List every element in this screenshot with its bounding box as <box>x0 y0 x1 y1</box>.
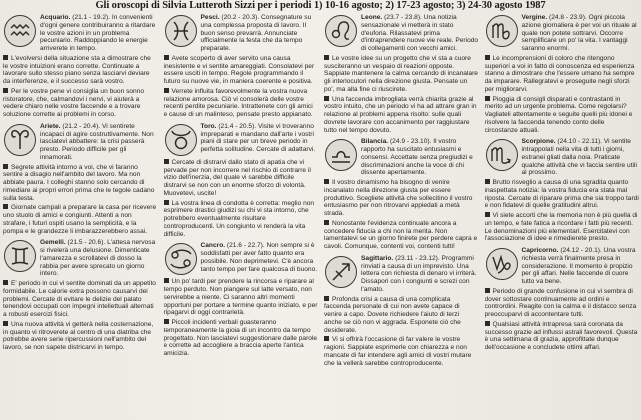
forecast-item <box>324 220 479 251</box>
sign-dates: (24.10 - 22.11). <box>557 138 603 146</box>
sign-block-scorpione <box>485 138 640 243</box>
sign-name: Toro. <box>200 122 217 130</box>
bullet-icon <box>324 179 329 184</box>
sign-name: Cancro. <box>200 242 226 250</box>
forecast-text: Vi si offrirà l'occasione di far valere le vostre ragioni. Sappiate esprimerle con chiarezza e non mancate di far intendere agli amici di vostri mutare che la vellerà sarebbe controproducente. <box>324 336 472 367</box>
forecast-text: Brutto risveglio a causa di una sgradita quanto inaspettata notizia: la vostra fiducia era stata mal riposta. Cercate di riparare prima che sia troppo tardi e non fidatevi di quelle gratitudini altrui. <box>484 179 639 210</box>
forecast-text: Piccoli incidenti verbali guasteranno temporaneamente la gioia di un incontro da tempo progettato. Non lasciatevi suggestionare dalle parole e corrette ad accogliere a braccia aperte l'antica amicizia. <box>163 319 318 357</box>
bullet-icon <box>485 321 490 326</box>
bullet-icon <box>485 96 490 101</box>
sign-dates: (24.12 - 20.1). <box>560 247 602 254</box>
forecast-item <box>3 204 158 235</box>
bullet-icon <box>3 88 8 93</box>
forecast-item <box>3 88 158 119</box>
forecast-text: Il vostro dinamismo ha bisogno di venire incanalato nella direzione giusta per essere produttivo. Scegliete attività che sollecitino il vostro entusiasmo per non ritrovarvi appiedati a metà strada. <box>324 179 473 217</box>
sign-dates: (21.2 - 20.4). <box>62 122 101 130</box>
sign-block-sagittario <box>324 255 479 368</box>
sign-block-capricorno <box>485 247 640 352</box>
forecast-text: Cercate di distrarvi dallo stato di apatia che vi pervade per non incorrere nel rischio di contrarre il vizio dell'inerzia, del quale vi sarebbe difficile distrarvi se non con un enorme sforzo di volontà. Muovetevi, uscite! <box>163 158 311 197</box>
aries-sign-icon <box>3 123 37 157</box>
bullet-icon <box>164 55 169 60</box>
sign-intro: Una vostra richiesta verrà finalmente presa in considerazione. Il momento è propizio per gli affari. Nelle faccende di cuore tutto va bene. <box>521 247 636 285</box>
bullet-icon <box>3 204 8 209</box>
forecast-text: La vostra linea di condotta è corretta: meglio non esprimere drastici giudizi su chi vi sta intorno, che potrebbero eventualmente risultare controproducenti. Un congiunto vi renderà la vita difficile. <box>163 199 315 238</box>
bullet-icon <box>485 288 490 293</box>
sign-intro: Vi sentite intrappolati nella vita di tutti i giorni, estranei gliati dalla noia. Praticate qualche attività che vi faccia sentire utili al prossimo. <box>521 138 637 177</box>
forecast-item <box>485 179 640 210</box>
forecast-item <box>485 321 640 352</box>
forecast-item <box>485 96 640 135</box>
column-2 <box>164 14 319 418</box>
forecast-text: Vi siete accorti che la memoria non è più quella di un tempo, e fate fatica a ricordare i fatti più recenti. Le denominazioni più elementari. Esercitatevi con l'associazione di idee e rimedierete presto. <box>484 212 638 243</box>
forecast-text: Pioggia di consigli disparati e contrastanti in merito ad un urgente problema. Come regolarsi? Vagliateli attentamente e seguite quelli più idonei e risolvere la faccenda tenendo conto delle circostanze attuali. <box>484 95 633 134</box>
taurus-sign-icon <box>164 123 198 157</box>
libra-sign-icon <box>324 138 358 172</box>
forecast-text: Profonda crisi a causa di una complicata faccenda personale di cui non avete capace di venire a capo. Dovete richiedere l'aiuto di terzi anche se ciò non vi aggrada. Esponete ciò che desiderate. <box>324 295 461 334</box>
column-1 <box>3 14 158 418</box>
sign-block-toro <box>164 123 319 239</box>
sagittarius-sign-icon <box>324 255 358 289</box>
forecast-item <box>324 336 479 367</box>
sign-dates: (24.8 - 23.9). <box>549 14 587 21</box>
sign-dates: (20.2 - 20.3). <box>221 14 260 21</box>
bullet-icon <box>164 278 169 283</box>
forecast-item <box>324 96 479 135</box>
bullet-icon <box>324 55 329 60</box>
forecast-item <box>324 296 479 335</box>
forecast-item <box>485 55 640 94</box>
sign-intro: Ogni piccola azione giornaliera è per voi un rituale al quale non potete sottrarvi. Occorre semplificare un po' la vita. I vantaggi saranno enormi. <box>521 14 637 52</box>
forecast-item <box>324 55 479 94</box>
forecast-text: Una nuova attività vi getterà nella costernazione, in quanto vi ritroverete al centro di una diatriba che potrebbe avere serie ripercussioni nell'ambito del lavoro, se non sapete districarvi in tempo. <box>3 320 154 351</box>
sign-dates: (21.1 - 19.2). <box>72 14 111 21</box>
sign-intro: Vi sentirete incapaci di agire costruttivamente. Non lasciatevi abbattere: la crisi passerà presto. Periodo difficile per gli innamorati. <box>40 122 154 161</box>
sign-name: Sagittario. <box>361 254 394 262</box>
forecast-item <box>164 88 319 119</box>
sign-intro: In convenienti d'ogni genere contribuiranno a ritardare le vostre azioni in un problema pecuniario. Raddoppiando le energie arriverete in tempo. <box>40 14 156 52</box>
forecast-text: L'evolversi della situazione sta a dimostrare che le vostre intuizioni erano corrette. Continuate a lavorare sullo stesso piano senza lasciarvi deviare da interferenze, e il successo sarà vostro. <box>3 54 151 85</box>
sign-block-gemelli <box>3 239 158 352</box>
forecast-item <box>164 159 319 198</box>
bullet-icon <box>324 296 329 301</box>
forecast-text: Qualsiasi attività intrapresa sarà coronata da successo grazie ad influssi astrali favorevoli. Questa è una settimana di grazia, approfittate dunque dell'occasione e concludete ottimi affari. <box>484 320 638 351</box>
bullet-icon <box>3 280 8 285</box>
column-4 <box>485 14 640 418</box>
forecast-item <box>324 179 479 218</box>
bullet-icon <box>324 336 329 341</box>
forecast-item <box>164 200 319 239</box>
forecast-text: Una faccenda imbrogliata verrà chiarita grazie al vostro intuito, che un periodo vi ha ad attrare gran in relazione al problemi appena risolto: sulle quali dovrete lavorare con accanimento per raggiustare tutto nel tempo dovuto. <box>324 95 477 134</box>
forecast-text: Le vostre idee su un progetto che vi sta a cuore susciteranno un vespaio di reazioni opposte. Sappiate mantenere la calma cercando di incanalare gli interlocutori nella direzione giusta. Pensate un po', ma alla fine ci riuscirete. <box>324 54 478 93</box>
bullet-icon <box>164 159 169 164</box>
sign-intro: Programmi rinviati a causa di un imprevisto. Una lettera con richiesta di denaro vi irriterà. Dissapori con i congiunti e screzi con l'amato. <box>361 254 477 293</box>
bullet-icon <box>164 88 169 93</box>
forecast-item <box>3 164 158 203</box>
sign-block-ariete <box>3 123 158 236</box>
gemini-sign-icon <box>3 239 37 273</box>
forecast-text: Per le vostre pene vi consiglia un buon sonno ristoratore, che, calmandovi i nervi, vi aiuterà a vedere chiaro nelle vostre faccende e a trovare soluzione corrette ai problemi in corso. <box>3 87 145 118</box>
page-title: Gli oroscopi di Silvia Lutteroth Sizzi per i periodi 1) 10-16 agosto; 2) 17-23 agosto; 3) 24-30 agosto 1987 <box>95 0 546 11</box>
virgo-sign-icon <box>485 14 519 48</box>
sign-name: Vergine. <box>521 14 548 21</box>
sign-dates: (24.9 - 23.10). <box>389 138 432 146</box>
sign-intro: Consegnature su una complessa proposta di lavoro. Il buon senso prevarrà. Annunciate ufficialmente la festa che da tempo preparate. <box>200 14 312 52</box>
pisces-sign-icon <box>164 14 198 48</box>
sign-intro: Una notizia sensazionale vi metterà in stato d'euforia. Rilassatevi prima d'intraprendere nuove vie reale. Periodo di collegamenti con vecchi amici. <box>361 14 479 52</box>
forecast-item <box>3 321 158 352</box>
forecast-item <box>164 319 319 358</box>
sign-block-acquario <box>3 14 158 119</box>
forecast-text: Periodo di grande confusione in cui vi sembra di dover sottostare continuamente ad ordini e contrordini. Reagite con la calma e il distacco senza preoccuparvi di accontentare tutti. <box>484 287 637 318</box>
sign-intro: L'attesa nervosa si rivelerà una delusione. Dimenticate l'amarezza e scrollatevi di dosso la rabbia per avere sprecato un giorno intero. <box>40 239 156 278</box>
forecast-item <box>485 288 640 319</box>
sign-name: Bilancia. <box>361 138 389 146</box>
sign-intro: Il vostro rapporto ha suscitato entusiasmi e consensi. Accettate senza pregiudizi e discriminazioni anche la voce di chi dissente apertamente. <box>361 138 473 177</box>
forecast-text: Un po' tardi per prendere la rincorsa e riparare al tempo perduto. Non piangere sul latte versato, non servirebbe a niente. Ci saranno altri momenti opportuni per portare a termine quanto iniziato, e per ripagarvi di oggi contrarietà. <box>163 278 318 317</box>
forecast-item <box>164 278 319 317</box>
bullet-icon <box>485 212 490 217</box>
sign-name: Leone. <box>361 14 383 21</box>
horoscope-columns <box>3 14 639 418</box>
bullet-icon <box>324 96 329 101</box>
sign-dates: (23.7 - 23.8). <box>384 14 422 21</box>
forecast-text: Nonostante l'evidenza continuate ancora a concedere fiducia a chi non la merita. Non lamentatevi se un giorno finirete per perdere capra e cavoli. Comunque, contenti voi, contenti tutti! <box>324 219 478 250</box>
forecast-item <box>3 55 158 86</box>
aquarius-sign-icon <box>3 14 37 48</box>
sign-dates: (21.4 - 20.5). <box>218 122 257 130</box>
column-3 <box>324 14 479 418</box>
scorpio-sign-icon <box>485 138 519 172</box>
bullet-icon <box>324 220 329 225</box>
sign-name: Gemelli. <box>40 239 66 247</box>
sign-block-bilancia <box>324 138 479 251</box>
bullet-icon <box>164 319 169 324</box>
sign-dates: (23.11 - 23.12). <box>395 254 440 262</box>
sign-name: Capricorno. <box>521 247 559 254</box>
sign-name: Pesci. <box>200 14 220 21</box>
bullet-icon <box>485 179 490 184</box>
forecast-text: Verrete influita favorevolmente la vostra nuova relazione amorosa. Ciò vi consolerà delle vostre recenti perdite pecuniarie. Intrattenete con gli amici e cause di un malinteso, pensate presto appianato. <box>163 87 313 118</box>
forecast-item <box>485 212 640 243</box>
bullet-icon <box>485 55 490 60</box>
sign-dates: (21.5 - 20.6). <box>67 239 106 247</box>
sign-dates: (21.6 - 22.7). <box>226 242 265 250</box>
sign-intro: Non sempre si è soddisfatti per aver fatto quanto era possibile. Non deprimetevi. C'è ancora tanto tempo per fare qualcosa di buono. <box>200 242 318 273</box>
cancer-sign-icon <box>164 242 198 276</box>
sign-block-vergine <box>485 14 640 134</box>
forecast-item <box>3 280 158 319</box>
forecast-text: E' periodo in cui vi sentite dominati da un appetito formidabile. Le calorie extra possono causarvi dei problemi. Cercate di evitare le delizie del palato tenendovi occupati con impegni intellettuali alternati a robusti esercizi fisici. <box>3 280 156 318</box>
bullet-icon <box>164 200 169 205</box>
forecast-text: Giornate campali a preparare la casa per ricevere uno stuolo di amici e congiunti. Attenti a non strafare, i futuri ospiti usano la semplicità, e la pompa e le grandezze li imbarazzerebbero assai. <box>3 204 157 235</box>
forecast-text: Segrete attività intorno a voi, che vi faranno sentire a disagio nell'ambito del lavoro. Ma non abbiate paura. I colleghi stanno solo cercando di rimediare ai propri errori prima che le tegole cadano sulla testa. <box>3 163 155 202</box>
sign-name: Scorpione. <box>521 138 556 146</box>
forecast-item <box>164 55 319 86</box>
bullet-icon <box>3 55 8 60</box>
capricorn-sign-icon <box>485 247 519 281</box>
forecast-text: Avete scoperto di aver servito una causa inesistente e vi sentite amareggiati. Consolatevi per essere usciti in tempo. Regole programmando il futuro su nuove vie, in maniera coerente e positiva. <box>163 54 315 85</box>
sign-name: Ariete. <box>40 122 61 130</box>
leo-sign-icon <box>324 14 358 48</box>
sign-intro: Visite vi troveranno impreparati e mandano dall'arte i vostri piani di stare per un breve periodo in perfetta solitudine. Cercate di adattarvi. <box>200 122 316 153</box>
bullet-icon <box>3 164 8 169</box>
forecast-text: Le incomprensioni di coloro che ritengono superiori a voi in fatto di conoscenza ed esperienza stanno a dimostrare che l'essere umano ha sempre da imparare. Rallegratevi e proseguite negli sforzi per migliorarvi. <box>484 54 635 93</box>
bullet-icon <box>3 321 8 326</box>
sign-block-leone <box>324 14 479 134</box>
sign-block-cancro <box>164 242 319 358</box>
sign-name: Acquario. <box>40 14 71 21</box>
sign-block-pesci <box>164 14 319 119</box>
